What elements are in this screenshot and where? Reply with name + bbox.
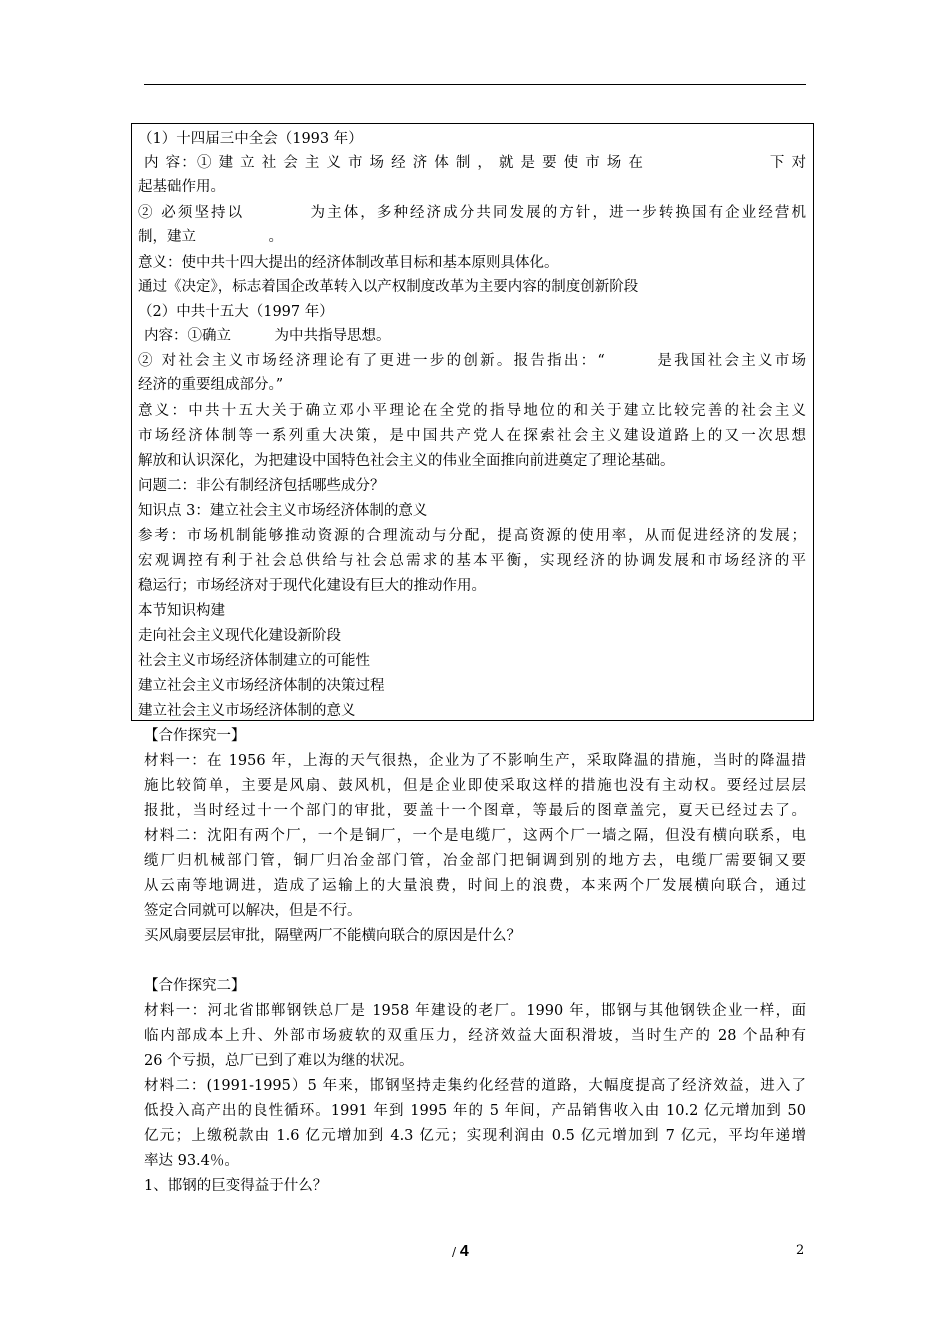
box-line: （2）中共十五大（1997 年） — [138, 304, 334, 320]
box-line: 制，建立 。 — [138, 229, 283, 245]
box-line: 走向社会主义现代化建设新阶段 — [138, 628, 341, 644]
section-title: 【合作探究一】 — [144, 728, 246, 744]
box-line: 知识点 3：建立社会主义市场经济体制的意义 — [138, 503, 428, 519]
box-line: ② 对社会主义市场经济理论有了更进一步的创新。报告指出：“ 是我国社会主义市场 — [138, 353, 806, 369]
paragraph-line: 亿元；上缴税款由 1.6 亿元增加到 4.3 亿元；实现利润由 0.5 亿元增加到 7 亿元，平均年递增 — [144, 1128, 806, 1144]
paragraph-line: 率达 93.4％。 — [144, 1153, 239, 1169]
box-line: 参考：市场机制能够推动资源的合理流动与分配，提高资源的使用率，从而促进经济的发展； — [138, 528, 806, 544]
box-line: 建立社会主义市场经济体制的决策过程 — [138, 678, 385, 694]
page-indicator — [452, 1243, 469, 1261]
page-total: 4 — [459, 1243, 469, 1260]
box-line: 市场经济体制等一系列重大决策，是中国共产党人在探索社会主义建设道路上的又一次思想 — [138, 428, 806, 444]
box-line: 本节知识构建 — [138, 603, 225, 619]
box-line: 经济的重要组成部分。” — [138, 377, 284, 393]
box-line: 稳运行；市场经济对于现代化建设有巨大的推动作用。 — [138, 578, 486, 594]
page-slash: / — [452, 1245, 457, 1259]
paragraph-line: 施比较简单，主要是风扇、鼓风机，但是企业即使采取这样的措施也没有主动权。要经过层层 — [144, 778, 806, 794]
section-title: 【合作探究二】 — [144, 978, 246, 994]
paragraph-line: 材料一：在 1956 年，上海的天气很热，企业为了不影响生产，采取降温的措施，当时的降温措 — [144, 753, 806, 769]
paragraph-line: 从云南等地调进，造成了运输上的大量浪费，时间上的浪费，本来两个厂发展横向联合，通过 — [144, 878, 806, 894]
paragraph-line: 材料一：河北省邯郸钢铁总厂是 1958 年建设的老厂。1990 年，邯钢与其他钢铁企业一样，面 — [144, 1003, 806, 1019]
paragraph-line: 26 个亏损，总厂已到了难以为继的状况。 — [144, 1053, 414, 1069]
paragraph-line: 材料二：沈阳有两个厂，一个是铜厂，一个是电缆厂，这两个厂一墙之隔，但没有横向联系，电 — [144, 828, 806, 844]
paragraph-line: 临内部成本上升、外部市场疲软的双重压力，经济效益大面积滑坡，当时生产的 28 个品种有 — [144, 1028, 806, 1044]
box-line: 解放和认识深化，为把建设中国特色社会主义的伟业全面推向前进奠定了理论基础。 — [138, 453, 675, 469]
page-number: 2 — [796, 1243, 805, 1258]
paragraph-line: 低投入高产出的良性循环。1991 年到 1995 年的 5 年间，产品销售收入由 10.2 亿元增加到 50 — [144, 1103, 806, 1119]
box-line: 起基础作用。 — [138, 179, 225, 195]
box-line: 建立社会主义市场经济体制的意义 — [138, 703, 356, 719]
box-line: 问题二：非公有制经济包括哪些成分？ — [138, 478, 385, 494]
paragraph-line: 缆厂归机械部门管，铜厂归冶金部门管，冶金部门把铜调到别的地方去，电缆厂需要铜又要 — [144, 853, 806, 869]
box-line: 内容：①确立 为中共指导思想。 — [144, 328, 391, 344]
paragraph-line: 材料二：(1991-1995）5 年来，邯钢坚持走集约化经营的道路，大幅度提高了经济效益，进入了 — [144, 1078, 806, 1094]
box-line: 宏观调控有利于社会总供给与社会总需求的基本平衡，实现经济的协调发展和市场经济的平 — [138, 553, 806, 569]
header-rule — [144, 84, 806, 85]
box-line: ② 必须坚持以 为主体，多种经济成分共同发展的方针，进一步转换国有企业经营机 — [138, 205, 806, 221]
paragraph-line: 报批，当时经过十一个部门的审批，要盖十一个图章，等最后的图章盖完，夏天已经过去了。 — [144, 803, 806, 819]
question-line: 1、邯钢的巨变得益于什么？ — [144, 1178, 328, 1194]
box-line: 内 容：① 建 立 社 会 主 义 市 场 经 济 体 制 ， 就 是 要 使 市 场 在 下 对 — [144, 155, 806, 171]
box-line: 意义：中共十五大关于确立邓小平理论在全党的指导地位的和关于建立比较完善的社会主义 — [138, 403, 806, 419]
question-line: 买风扇要层层审批，隔壁两厂不能横向联合的原因是什么？ — [144, 928, 521, 944]
box-line: 通过《决定》，标志着国企改革转入以产权制度改革为主要内容的制度创新阶段 — [138, 279, 639, 295]
paragraph-line: 签定合同就可以解决，但是不行。 — [144, 903, 362, 919]
box-line: 意义：使中共十四大提出的经济体制改革目标和基本原则具体化。 — [138, 255, 559, 271]
box-line: （1）十四届三中全会（1993 年） — [138, 131, 363, 147]
box-line: 社会主义市场经济体制建立的可能性 — [138, 653, 370, 669]
